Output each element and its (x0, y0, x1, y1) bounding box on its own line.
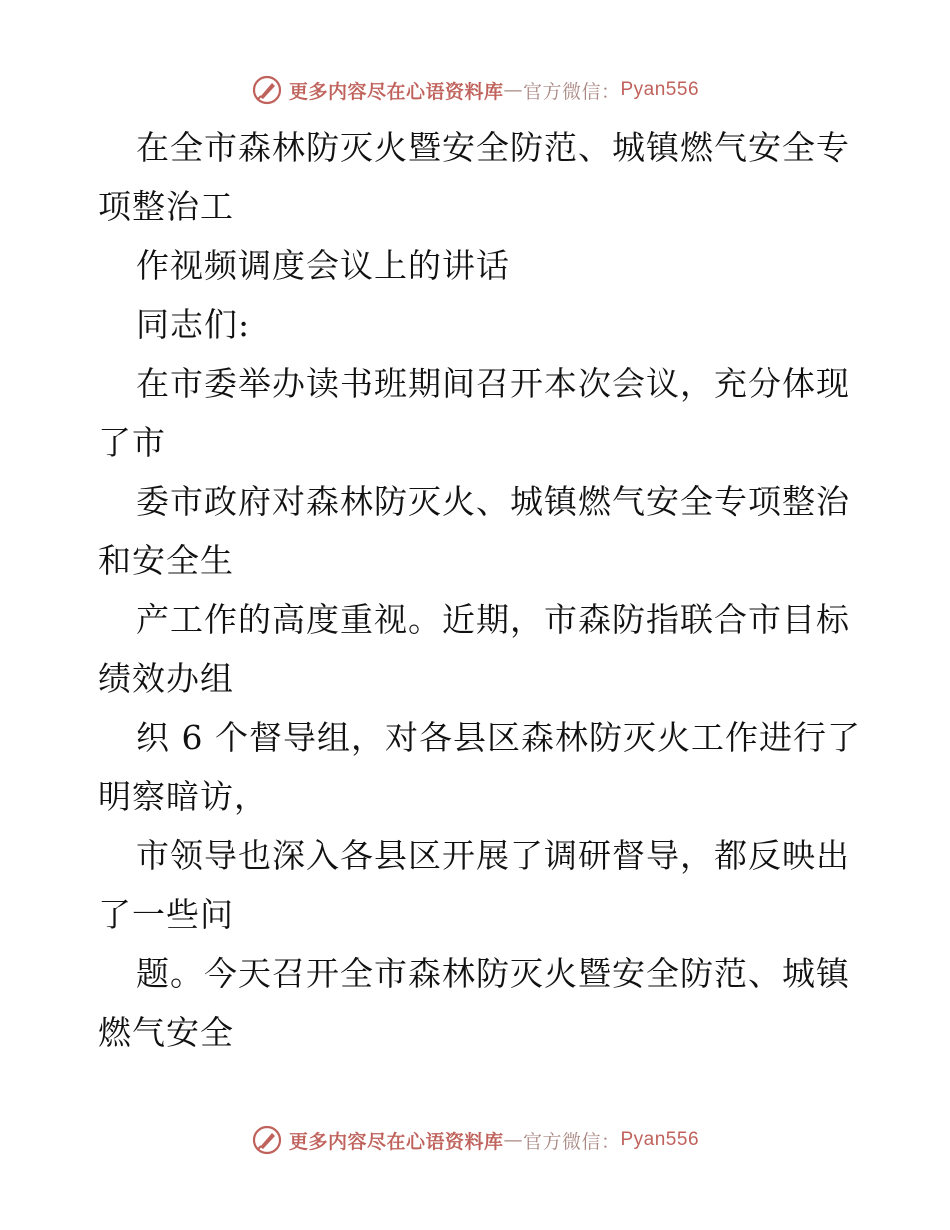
title-line-1: 在全市森林防灭火暨安全防范、城镇燃气安全专 (136, 128, 850, 167)
document-body (98, 118, 861, 1062)
paragraph-line: 在市委举办读书班期间召开本次会议，充分体现 (136, 364, 850, 403)
watermark-brand: 更多内容尽在心语资料库 (288, 1130, 504, 1153)
paragraph-line: 和安全生 (98, 541, 234, 580)
watermark-wechat-label: 官方微信： (522, 1130, 621, 1153)
paragraph-line: 市领导也深入各县区开展了调研督导，都反映出 (136, 836, 850, 875)
watermark-separator: — (503, 1129, 523, 1151)
title-line-3: 作视频调度会议上的讲话 (136, 246, 510, 285)
watermark-wechat-label: 官方微信： (522, 80, 621, 103)
paragraph-line: 产工作的高度重视。近期，市森防指联合市目标 (136, 600, 850, 639)
paragraph-line: 明察暗访， (98, 777, 268, 816)
paragraph-line: 了一些问 (98, 895, 234, 934)
paragraph-line: 织 6 个督导组，对各县区森林防灭火工作进行了 (136, 718, 861, 757)
watermark-separator: — (503, 79, 523, 101)
salutation: 同志们: (136, 305, 251, 344)
paragraph-line: 燃气安全 (98, 1013, 234, 1052)
header-watermark (0, 70, 950, 110)
paragraph-line: 题。今天召开全市森林防灭火暨安全防范、城镇 (136, 954, 850, 993)
paragraph-line: 了市 (98, 423, 166, 462)
watermark-wechat-id: Pyan556 (620, 1129, 700, 1150)
title-line-2: 项整治工 (98, 187, 234, 226)
watermark-wechat-id: Pyan556 (620, 79, 700, 100)
watermark-brand: 更多内容尽在心语资料库 (288, 80, 504, 103)
paragraph-line: 委市政府对森林防灭火、城镇燃气安全专项整治 (136, 482, 850, 521)
paragraph-line: 绩效办组 (98, 659, 234, 698)
footer-watermark (0, 1120, 950, 1160)
quill-pen-seal-icon (251, 74, 283, 106)
quill-pen-seal-icon (251, 1124, 283, 1156)
